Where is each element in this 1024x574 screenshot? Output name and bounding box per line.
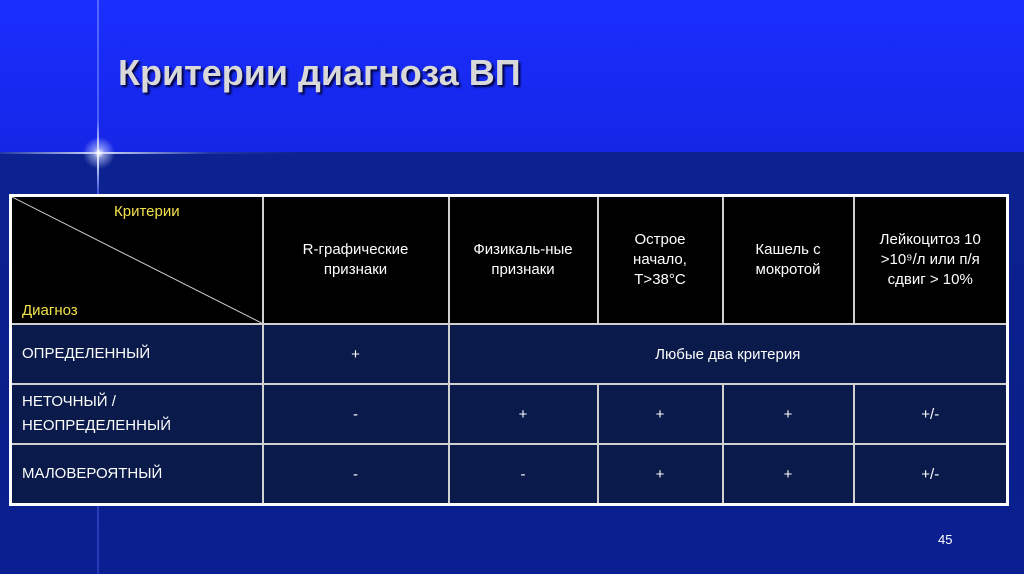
row-label-definite: ОПРЕДЕЛЕННЫЙ	[11, 324, 263, 384]
table-row	[11, 324, 1008, 384]
cell-value: +/-	[854, 384, 1008, 444]
header-leukocytosis: Лейкоцитоз 10 >10⁹/л или п/я сдвиг > 10%	[854, 196, 1008, 325]
page-number: 45	[938, 532, 953, 547]
cell-value: +	[263, 324, 449, 384]
cell-any-two-criteria: Любые два критерия	[449, 324, 1008, 384]
header-acute-onset: Острое начало, Т>38°С	[598, 196, 723, 325]
cell-value: +	[598, 384, 723, 444]
row-label-unlikely: МАЛОВЕРОЯТНЫЙ	[11, 444, 263, 505]
corner-label-diagnosis: Диагноз	[22, 302, 78, 319]
cell-value: +	[723, 384, 854, 444]
table-row	[11, 384, 1008, 444]
header-xray-signs: R-графические признаки	[263, 196, 449, 325]
table-row	[11, 444, 1008, 505]
cell-value: +/-	[854, 444, 1008, 505]
cell-value: +	[723, 444, 854, 505]
diagnosis-criteria-table	[9, 194, 1009, 506]
cell-value: +	[598, 444, 723, 505]
header-cough: Кашель с мокротой	[723, 196, 854, 325]
row-label-uncertain: НЕТОЧНЫЙ / НЕОПРЕДЕЛЕННЫЙ	[11, 384, 263, 444]
corner-label-criteria: Критерии	[114, 203, 180, 220]
decorative-horizontal-line	[0, 152, 300, 154]
cell-value: -	[263, 384, 449, 444]
cell-value: +	[449, 384, 598, 444]
cell-value: -	[263, 444, 449, 505]
corner-header-cell	[11, 196, 263, 325]
slide-title: Критерии диагноза ВП	[118, 52, 521, 93]
cell-value: -	[449, 444, 598, 505]
header-physical-signs: Физикаль-ные признаки	[449, 196, 598, 325]
sparkle-glow	[80, 134, 118, 172]
table-header-row	[11, 196, 1008, 325]
